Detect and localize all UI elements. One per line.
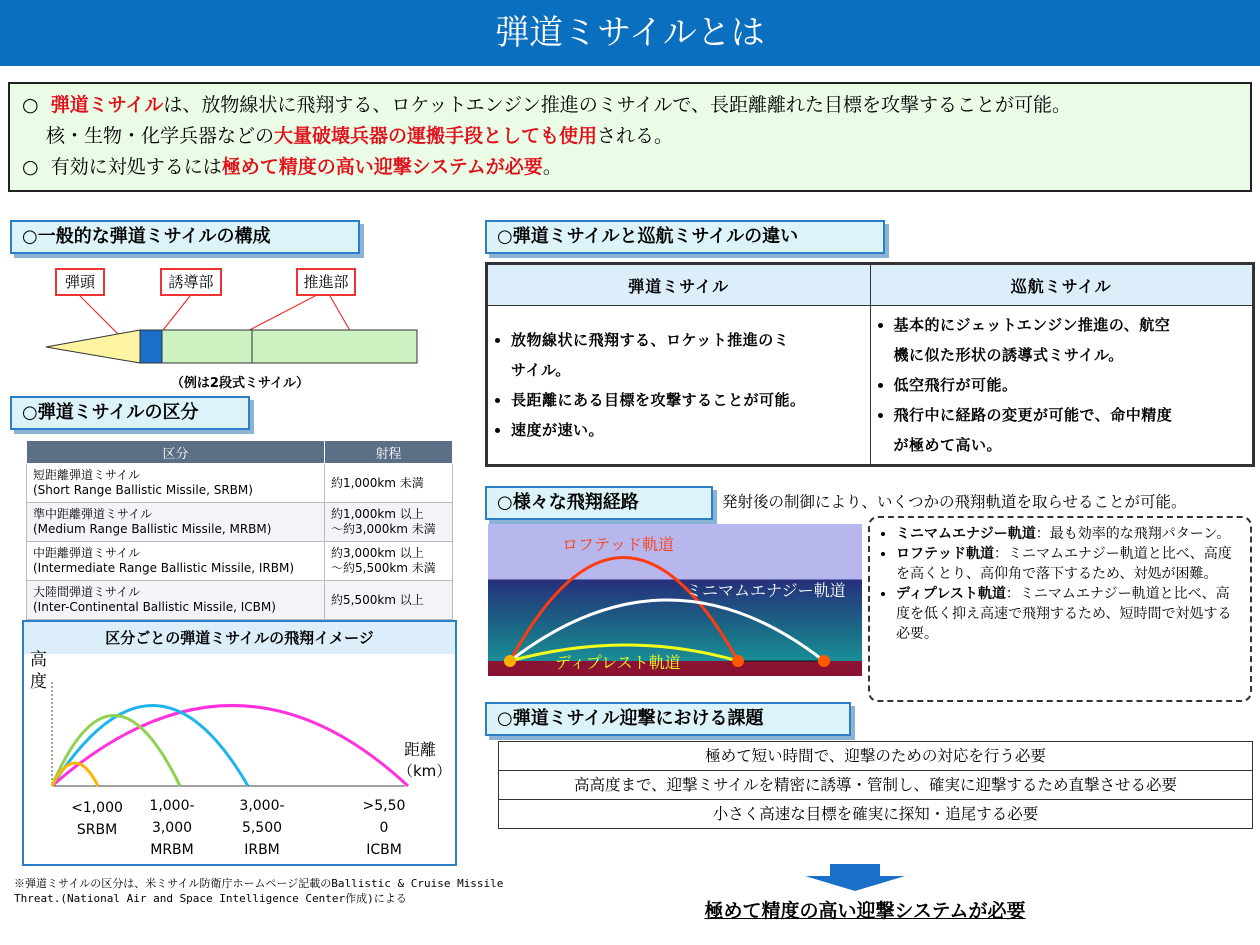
down-arrow-icon	[800, 864, 910, 892]
flight-image-chart	[40, 680, 440, 790]
lofted-label: ロフテッド軌道	[562, 535, 675, 554]
list-item: • 放物線状に飛翔する、ロケット推進のミ サイル。	[511, 325, 869, 385]
comparison-table	[485, 262, 1255, 467]
tick-label: 3,000	[151, 820, 193, 836]
table-row	[499, 742, 1253, 771]
trajectories-heading: ○様々な飛翔経路	[485, 486, 713, 520]
tick-label: MRBM	[150, 842, 194, 858]
summary-highlight: 極めて精度の高い迎撃システムが必要	[221, 156, 543, 178]
class-name: 準中距離弾道ミサイル	[33, 507, 153, 521]
comparison-heading: ○弾道ミサイルと巡航ミサイルの違い	[485, 220, 885, 254]
class-name-en: (Inter-Continental Ballistic Missile, ICBM)	[33, 600, 276, 614]
class-name: 大陸間弾道ミサイル	[33, 585, 141, 599]
y-axis-label-1: 高	[30, 650, 47, 670]
y-axis-label-2: 度	[30, 672, 47, 692]
page-title: 弾道ミサイルとは	[0, 0, 1260, 66]
warhead-shape	[46, 330, 140, 363]
ballistic-features	[488, 306, 871, 465]
table-row	[27, 542, 453, 581]
footnote	[14, 876, 584, 906]
class-name-en: (Short Range Ballistic Missile, SRBM)	[33, 483, 253, 497]
classification-table	[26, 440, 453, 620]
challenges-table	[498, 741, 1253, 829]
impact-icon	[818, 655, 830, 667]
table-row	[27, 503, 453, 542]
tick-label: >5,50	[362, 798, 406, 814]
range-value: 約1,000km 以上	[331, 507, 424, 521]
tick-label: 3,000-	[239, 798, 285, 814]
col-header-range: 射程	[325, 441, 453, 464]
summary-text: 核・生物・化学兵器などの	[46, 125, 275, 147]
class-name-en: (Medium Range Ballistic Missile, MRBM)	[33, 522, 272, 536]
table-row	[27, 581, 453, 620]
list-item: • 基本的にジェットエンジン推進の、航空 機に似た形状の誘導式ミサイル。	[894, 310, 1252, 370]
summary-line-1	[22, 90, 1238, 121]
list-item: • ディプレスト軌道：ミニマムエナジー軌道と比べ、高度を低く抑え高速で飛翔するため、短時間で対処する必要。	[896, 584, 1240, 644]
range-value: 約1,000km 未満	[331, 475, 424, 490]
guidance-label: 誘導部	[160, 268, 222, 296]
tick-label: 1,000-	[149, 798, 195, 814]
tick-label: SRBM	[76, 822, 118, 838]
propulsion-label: 推進部	[296, 268, 356, 296]
col-header-category: 区分	[27, 441, 325, 464]
conclusion: 極めて精度の高い迎撃システムが必要	[704, 900, 1026, 922]
summary-text: 。	[542, 156, 562, 178]
range-value: ～約5,500km 未満	[331, 561, 436, 575]
table-row	[499, 800, 1253, 829]
tick-srbm	[62, 797, 132, 841]
x-axis-label-1: 距離	[404, 740, 437, 759]
range-value: ～約3,000km 未満	[331, 522, 436, 536]
col-header-cruise: 巡航ミサイル	[870, 265, 1253, 306]
stage-2	[252, 330, 417, 363]
summary-text: は、放物線状に飛翔する、ロケットエンジン推進のミサイルで、長距離離れた目標を攻撃することが可能。	[163, 94, 1071, 116]
flight-image-title: 区分ごとの弾道ミサイルの飛翔イメージ	[24, 622, 455, 654]
list-item: • 速度が速い。	[511, 415, 869, 445]
summary-line-2	[22, 121, 1238, 152]
table-row	[27, 464, 453, 503]
tick-label: 5,500	[241, 820, 283, 836]
challenges-heading: ○弾道ミサイル迎撃における課題	[485, 702, 851, 736]
minimum-energy-label: ミニマムエナジー軌道	[686, 581, 846, 600]
class-name: 中距離弾道ミサイル	[33, 546, 141, 560]
tick-label: <1,000	[71, 800, 123, 816]
list-item: • 飛行中に経路の変更が可能で、命中精度 が極めて高い。	[894, 400, 1252, 460]
range-value: 約5,500km 以上	[331, 592, 424, 607]
bullet-mark: ○	[22, 156, 39, 178]
trajectories-note: 発射後の制御により、いくつかの飛翔軌道を取らせることが可能。	[722, 493, 1187, 511]
launch-point-icon	[504, 655, 516, 667]
tick-irbm	[230, 795, 294, 861]
list-item: • 長距離にある目標を攻撃することが可能。	[511, 385, 869, 415]
footnote-line: Threat.(National Air and Space Intelligence Center作成)による	[14, 892, 407, 905]
table-row	[499, 771, 1253, 800]
class-name: 短距離弾道ミサイル	[33, 468, 141, 482]
irbm-trajectory	[52, 706, 248, 787]
classification-heading: ○弾道ミサイルの区分	[10, 396, 250, 430]
footnote-line: ※弾道ミサイルの区分は、米ミサイル防衛庁ホームページ記載のBallistic & Cruise Missile	[14, 877, 504, 890]
list-item: • 低空飛行が可能。	[894, 370, 1252, 400]
bullet-mark: ○	[22, 94, 39, 116]
summary-box	[8, 82, 1252, 192]
structure-caption: （例は2段式ミサイル）	[170, 376, 310, 391]
range-value: 約3,000km 以上	[331, 546, 424, 560]
tick-mrbm	[140, 795, 204, 861]
tick-label: 0	[379, 820, 389, 836]
x-axis-label-2: （km）	[398, 762, 452, 780]
summary-text: される。	[597, 125, 674, 147]
depressed-label: ディプレスト軌道	[555, 653, 681, 672]
arrow-shape	[805, 864, 905, 891]
warhead-label: 弾頭	[55, 268, 105, 296]
trajectory-explanations	[868, 516, 1252, 702]
challenge-item: 高高度まで、迎撃ミサイルを精密に誘導・管制し、確実に迎撃するため直撃させる必要	[499, 771, 1253, 800]
mrbm-trajectory	[52, 716, 180, 787]
guidance-section	[140, 330, 162, 363]
list-item: • ロフテッド軌道：ミニマムエナジー軌道と比べ、高度を高くとり、高仰角で落下するため、対処が困難。	[896, 544, 1240, 584]
summary-highlight: 大量破壊兵器の運搬手段としても使用	[274, 125, 598, 147]
summary-highlight: 弾道ミサイル	[50, 94, 164, 116]
summary-text: 有効に対処するには	[50, 156, 222, 178]
tick-icbm	[352, 795, 416, 861]
class-name-en: (Intermediate Range Ballistic Missile, IRBM)	[33, 561, 295, 575]
tick-label: IRBM	[244, 842, 280, 858]
list-item: • ミニマムエナジー軌道：最も効率的な飛翔パターン。	[896, 524, 1240, 544]
challenge-item: 小さく高速な目標を確実に探知・追尾する必要	[499, 800, 1253, 829]
summary-line-3	[22, 152, 1238, 183]
structure-heading: ○一般的な弾道ミサイルの構成	[10, 220, 360, 254]
impact-icon	[732, 655, 744, 667]
col-header-ballistic: 弾道ミサイル	[488, 265, 871, 306]
cruise-features	[870, 306, 1253, 465]
stage-1	[162, 330, 252, 363]
missile-diagram	[40, 294, 430, 374]
tick-label: ICBM	[366, 842, 402, 858]
challenge-item: 極めて短い時間で、迎撃のための対応を行う必要	[499, 742, 1253, 771]
